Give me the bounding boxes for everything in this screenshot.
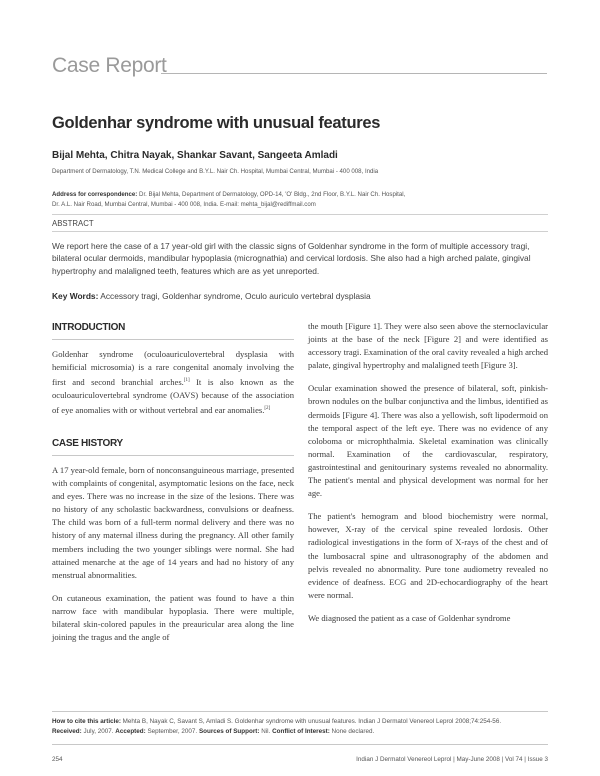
right-column-body [308,320,548,635]
conflict-value: None declared. [329,727,375,735]
introduction-paragraph [52,348,294,417]
case-paragraph-1: A 17 year-old female, born of nonconsanguineous marriage, presented with complaints of congenital, asymptomatic lesions on the face, neck and eyes. There was no increase in the size of the lesions. There was no history of any scholastic backwardness, convulsions or deafness. The child was born of a full-term normal delivery and there was no history of any maternal illness during the pregnancy. All other family members including the two younger siblings were normal. She had attained menarche at the age of 14 years and had no history of any menstrual abnormalities. [52,465,294,580]
received-date: July, 2007. [81,727,116,735]
abstract-rule-bottom [52,231,548,232]
case-history-rule [52,455,294,456]
reference-1[interactable]: [1] [183,378,190,384]
keywords-label: Key Words: [52,291,99,301]
received-label: Received: [52,727,82,735]
author-list: Bijal Mehta, Chitra Nayak, Shankar Savant, Sangeeta Amladi [52,150,338,161]
abstract-rule-top [52,214,548,215]
article-title: Goldenhar syndrome with unusual features [52,114,381,132]
intro-text-a: Goldenhar syndrome (oculoauriculovertebral dysplasia with hemificial microsomia) is a rare congenital anomaly involving the first and second branchial arches. [52,349,294,388]
reference-2[interactable]: [2] [264,406,271,412]
introduction-rule [52,339,294,340]
section-label: Case Report [52,54,167,77]
right-paragraph-3: The patient's hemogram and blood biochemistry were normal, however, X-ray of the cervical spine revealed lordosis. Other radiological investigations in the form of X-rays of the chest and of the lumbosacral spine and ultrasonography of the abdomen and pelvis revealed no abnormality. Pure tone audiometry revealed no evidence of deafness. ECG and 2D-echocardiography of the heart were normal. [308,511,548,600]
conflict-label: Conflict of Interest: [272,727,330,735]
how-to-cite-text: Mehta B, Nayak C, Savant S, Amladi S. Goldenhar syndrome with unusual features. Indian J Dermatol Venereol Leprol 2008;74:254-56. [120,718,502,725]
dates-line [52,727,548,737]
journal-info: Indian J Dermatol Venereol Leprol | May-June 2008 | Vol 74 | Issue 3 [356,756,548,763]
how-to-cite [52,717,548,727]
intro-text-b: It is also known as the oculoauriculovertebral syndrome (OAVS) because of the association of eye anomalies with or without vertebral and ear anomalies. [52,377,294,416]
correspondence [52,190,552,210]
right-paragraph-2: Ocular examination showed the presence of bilateral, soft, pinkish-brown nodules on the bulbar conjunctiva and the limbus, identified as dermoids [Figure 4]. There was also a yellowish, soft lipodermoid on the temporal aspect of the left eye. There was no evidence of any coloboma or microphthalmia. Skeletal examination was clinically normal. Examination of the cardiovascular, respiratory, gastrointestinal and genitourinary systems revealed no abnormality. The patient's mental and physical development was normal for her age. [308,383,548,499]
correspondence-line2: Dr. A.L. Nair Road, Mumbai Central, Mumbai - 400 008, India. E-mail: mehta_bijal@rediffmail.com [52,201,316,208]
affiliation: Department of Dermatology, T.N. Medical College and B.Y.L. Nair Ch. Hospital, Mumbai Central, Mumbai - 400 008, India [52,168,379,175]
case-history-heading: CASE HISTORY [52,438,123,449]
support-label: Sources of Support: [198,727,260,735]
accepted-date: September, 2007. [145,727,199,735]
case-history-body [52,464,294,654]
page-number: 254 [52,756,63,763]
keywords-text: Accessory tragi, Goldenhar syndrome, Oculo auriculo vertebral dysplasia [98,291,371,301]
accepted-label: Accepted: [115,727,146,735]
keywords [52,291,552,301]
support-value: Nil. [259,727,273,735]
abstract-heading: ABSTRACT [52,219,94,228]
section-rule [161,73,547,74]
citation-box [52,711,548,745]
introduction-heading: INTRODUCTION [52,322,126,333]
case-paragraph-2: On cutaneous examination, the patient was found to have a thin narrow face with mandibular hypoplasia. There were multiple, bilateral skin-colored papules in the preauricular area along the line joining the tragus and the angle of [52,592,294,643]
abstract-text: We report here the case of a 17 year-old girl with the classic signs of Goldenhar syndrome in the form of multiple accessory tragi, bilateral ocular dermoids, mandibular hypoplasia (micrognathia) and cervical lordosis. She also had a high arched palate, gingival hypertrophy and malaligned teeth, features which are as yet unreported. [52,241,531,276]
introduction-body [52,348,294,427]
how-to-cite-label: How to cite this article: [52,718,121,725]
right-paragraph-1: the mouth [Figure 1]. They were also seen above the sternoclavicular joints at the base of the neck [Figure 2] and were identified as accessory tragi. Examination of the oral cavity revealed a high arched palate, gingival hypertrophy and malaligned teeth [Figure 3]. [308,321,548,371]
correspondence-line1: Dr. Bijal Mehta, Department of Dermatology, OPD-14, 'O' Bldg., 2nd Floor, B.Y.L. Nair Ch. Hospital, [137,191,406,198]
correspondence-label: Address for correspondence: [52,191,138,198]
right-paragraph-4: We diagnosed the patient as a case of Goldenhar syndrome [308,612,511,623]
